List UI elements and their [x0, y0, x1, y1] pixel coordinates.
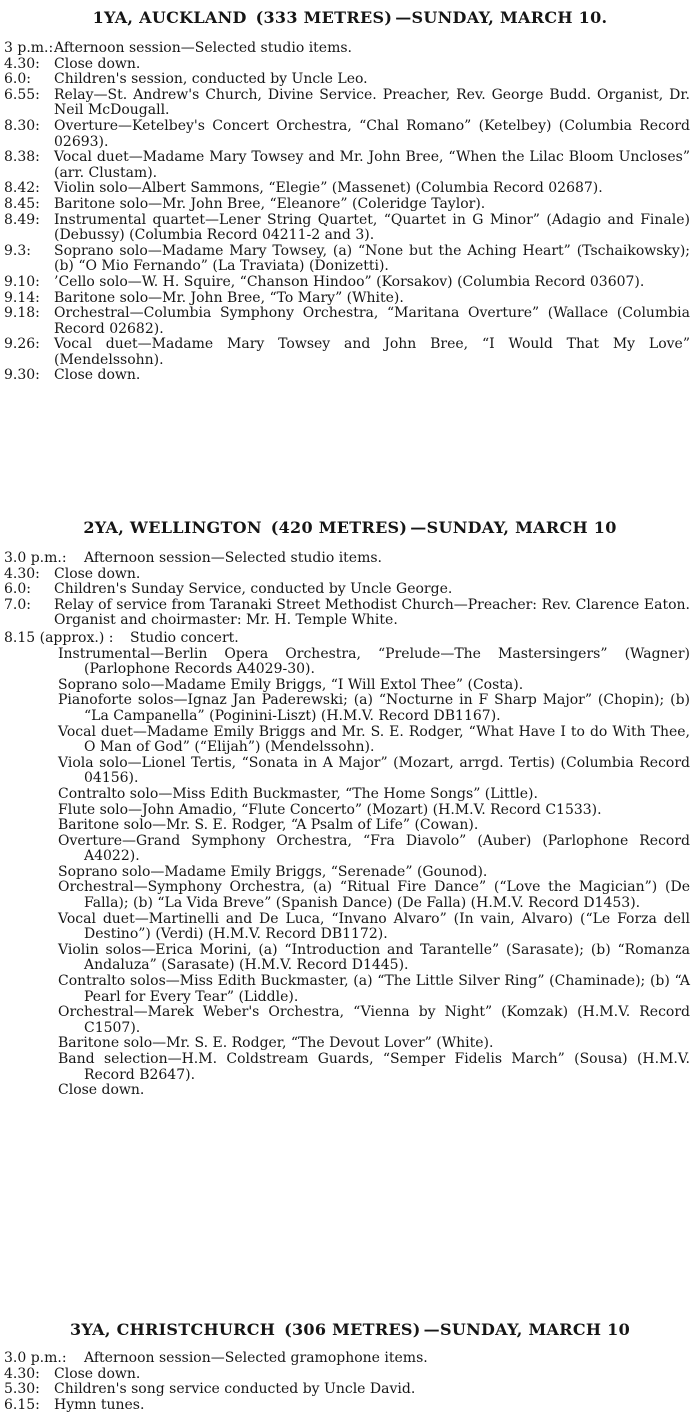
entry-text: Hymn tunes.: [54, 1396, 145, 1413]
entry-text: Close down.: [54, 1365, 141, 1382]
entry-time: 9.18:: [4, 305, 40, 322]
programme-entry: [0, 150, 700, 181]
entry-text: Orchestral—Columbia Symphony Orchestra, “Maritana Overture” (Wallace (Columbia Record 02682).: [54, 305, 690, 337]
entry-time: 6.0:: [4, 71, 31, 88]
programme-entry: [0, 213, 700, 244]
programme-entry: [0, 291, 700, 307]
programme-entry: [0, 1351, 700, 1367]
section-heading: [0, 8, 700, 28]
concert-item: Baritone solo—Mr. S. E. Rodger, “The Devout Lover” (White).: [58, 1035, 494, 1052]
section-heading: [0, 518, 700, 538]
entry-text: Relay—St. Andrew's Church, Divine Service. Preacher, Rev. George Budd. Organist, Dr. Neil McDougall.: [54, 86, 690, 119]
programme-entry: [0, 631, 700, 647]
entry-time: 3.0 p.m.:: [4, 550, 67, 566]
entry-time: 9.3:: [4, 242, 31, 259]
programme-entry: [0, 119, 700, 150]
entry-text: Studio concert.: [130, 629, 239, 646]
concert-item: Vocal duet—Martinelli and De Luca, “Invano Alvaro” (In vain, Alvaro) (“Le Forza dell Destino”) (Verdi) (H.M.V. Record DB1172).: [58, 910, 690, 943]
concert-item: Band selection—H.M. Coldstream Guards, “Semper Fidelis March” (Sousa) (H.M.V. Record B2647).: [58, 1051, 690, 1083]
programme-entry: [0, 244, 700, 275]
entry-time: 7.0:: [4, 596, 31, 613]
programme-entry: [0, 1398, 700, 1414]
entry-time: 8.49:: [4, 211, 40, 228]
entry-text: Children's Sunday Service, conducted by Uncle George.: [54, 581, 453, 598]
entry-time: 3 p.m.:: [4, 40, 54, 56]
entry-text: Instrumental quartet—Lener String Quartet, “Quartet in G Minor” (Adagio and Finale) (Debussy) (Columbia Record 04211-2 and 3).: [54, 211, 690, 244]
section-2ya-wellington: [0, 518, 700, 1099]
programme-entry: [0, 181, 700, 197]
entry-time: 9.14:: [4, 289, 40, 306]
entry-text: Children's song service conducted by Uncle David.: [54, 1381, 416, 1398]
entry-time: 9.26:: [4, 336, 40, 353]
programme-entry: [0, 567, 700, 583]
entry-text: Relay of service from Taranaki Street Methodist Church—Preacher: Rev. Clarence Eaton. Organist and choirmaster: Mr. H. Temple White.: [54, 596, 690, 629]
broadcast-day: —SUNDAY, MARCH 10: [410, 518, 617, 537]
programme-entry: [0, 368, 700, 384]
programme-entry: [0, 1382, 700, 1398]
entry-time: 3.0 p.m.:: [4, 1350, 67, 1366]
station-name: 1YA, AUCKLAND: [92, 8, 247, 27]
concert-item: Viola solo—Lionel Tertis, “Sonata in A Major” (Mozart, arrgd. Tertis) (Columbia Record 04156).: [58, 754, 690, 787]
entry-text: ’Cello solo—W. H. Squire, “Chanson Hindoo” (Korsakov) (Columbia Record 03607).: [54, 273, 645, 290]
concert-item: Soprano solo—Madame Emily Briggs, “I Will Extol Thee” (Costa).: [58, 676, 524, 693]
concert-item: Contralto solos—Miss Edith Buckmaster, (a) “The Little Silver Ring” (Chaminade); (b) “A Pearl for Every Tear” (Liddle).: [58, 973, 690, 1005]
concert-item: Violin solos—Erica Morini, (a) “Introduction and Tarantelle” (Sarasate); (b) “Romanza Andaluza” (Sarasate) (H.M.V. Record D1445).: [58, 941, 690, 974]
entry-time: 5.30:: [4, 1381, 40, 1398]
entry-text: Children's session, conducted by Uncle Leo.: [54, 71, 368, 88]
entry-text: Baritone solo—Mr. John Bree, “To Mary” (White).: [54, 289, 404, 306]
programme-entry: [0, 57, 700, 73]
entry-text: Vocal duet—Madame Mary Towsey and John Bree, “I Would That My Love” (Mendelssohn).: [54, 336, 690, 368]
station-wavelength: (306 METRES): [284, 1320, 421, 1339]
section-1ya-auckland: [0, 8, 700, 384]
programme-entry: [0, 598, 700, 629]
programme-entry: [0, 337, 700, 368]
concert-item: Overture—Grand Symphony Orchestra, “Fra Diavolo” (Auber) (Parlophone Record A4022).: [58, 832, 690, 865]
concert-item: Orchestral—Marek Weber's Orchestra, “Vienna by Night” (Komzak) (H.M.V. Record C1507).: [58, 1004, 690, 1036]
entry-text: Afternoon session—Selected studio items.: [84, 550, 382, 566]
concert-item: Instrumental—Berlin Opera Orchestra, “Prelude—The Mastersingers” (Wagner) (Parlophone Records A4029-30).: [58, 645, 690, 678]
programme-entry: [0, 1367, 700, 1383]
section-3ya-christchurch: [0, 1320, 700, 1413]
programme-entry: [0, 72, 700, 88]
entry-text: Soprano solo—Madame Mary Towsey, (a) “None but the Aching Heart” (Tschaikowsky); (b) “O Mio Fernando” (La Traviata) (Donizetti).: [54, 242, 690, 275]
concert-item: Vocal duet—Madame Emily Briggs and Mr. S. E. Rodger, “What Have I to do With Thee, O Man of God” (“Elijah”) (Mendelssohn).: [58, 723, 690, 756]
concert-item: Contralto solo—Miss Edith Buckmaster, “The Home Songs” (Little).: [58, 785, 538, 802]
entry-time: 9.30:: [4, 367, 40, 384]
station-wavelength: (333 METRES): [255, 8, 393, 27]
station-wavelength: (420 METRES): [270, 518, 408, 537]
entry-text: Close down.: [54, 367, 141, 384]
entry-time: 8.42:: [4, 180, 40, 197]
broadcast-day: —SUNDAY, MARCH 10.: [395, 8, 608, 27]
programme-entry: [0, 41, 700, 57]
entry-text: Baritone solo—Mr. John Bree, “Eleanore” (Coleridge Taylor).: [54, 195, 486, 212]
entry-text: Close down.: [54, 55, 141, 72]
entry-time: 4.30:: [4, 565, 40, 582]
concert-item: Orchestral—Symphony Orchestra, (a) “Ritual Fire Dance” (“Love the Magician”) (De Falla); (b) “La Vida Breve” (Spanish Dance) (De Falla) (H.M.V. Record D1453).: [58, 879, 690, 912]
entry-time: 8.38:: [4, 149, 40, 166]
programme-entry: [0, 197, 700, 213]
section-heading: [0, 1320, 700, 1340]
entry-time: 6.15:: [4, 1396, 40, 1413]
entry-time: 4.30:: [4, 55, 40, 72]
concert-item: Soprano solo—Madame Emily Briggs, “Serenade” (Gounod).: [58, 863, 488, 880]
programme-entry: [0, 306, 700, 337]
entry-time: 6.0:: [4, 581, 31, 598]
entry-time: 8.45:: [4, 195, 40, 212]
entry-time: 8.15 (approx.) :: [4, 629, 114, 646]
station-name: 2YA, WELLINGTON: [83, 518, 262, 537]
broadcast-day: —SUNDAY, MARCH 10: [423, 1320, 631, 1339]
concert-items-list: [0, 647, 700, 1084]
entry-text: Overture—Ketelbey's Concert Orchestra, “Chal Romano” (Ketelbey) (Columbia Record 02693).: [54, 117, 690, 150]
programme-entry: [0, 551, 700, 567]
concert-item: Flute solo—John Amadio, “Flute Concerto” (Mozart) (H.M.V. Record C1533).: [58, 801, 602, 818]
close-down-line: Close down.: [58, 1082, 145, 1099]
programme-entry: [0, 88, 700, 119]
entry-text: Close down.: [54, 565, 141, 582]
concert-item: Pianoforte solos—Ignaz Jan Paderewski; (a) “Nocturne in F Sharp Major” (Chopin); (b) “La Campanella” (Poginini-Liszt) (H.M.V. Record DB1167).: [58, 692, 690, 724]
programme-entry: [0, 275, 700, 291]
entry-text: Afternoon session—Selected studio items.: [54, 40, 352, 56]
entry-time: 4.30:: [4, 1365, 40, 1382]
entry-text: Violin solo—Albert Sammons, “Elegie” (Massenet) (Columbia Record 02687).: [54, 180, 603, 197]
entry-time: 9.10:: [4, 273, 40, 290]
programme-entry: [0, 582, 700, 598]
entry-time: 6.55:: [4, 86, 40, 103]
entry-text: Vocal duet—Madame Mary Towsey and Mr. John Bree, “When the Lilac Bloom Uncloses” (arr. Clustam).: [54, 149, 690, 181]
concert-item: Baritone solo—Mr. S. E. Rodger, “A Psalm of Life” (Cowan).: [58, 817, 479, 834]
entry-text: Afternoon session—Selected gramophone items.: [84, 1350, 428, 1366]
station-name: 3YA, CHRISTCHURCH: [69, 1320, 276, 1339]
entry-time: 8.30:: [4, 117, 40, 134]
